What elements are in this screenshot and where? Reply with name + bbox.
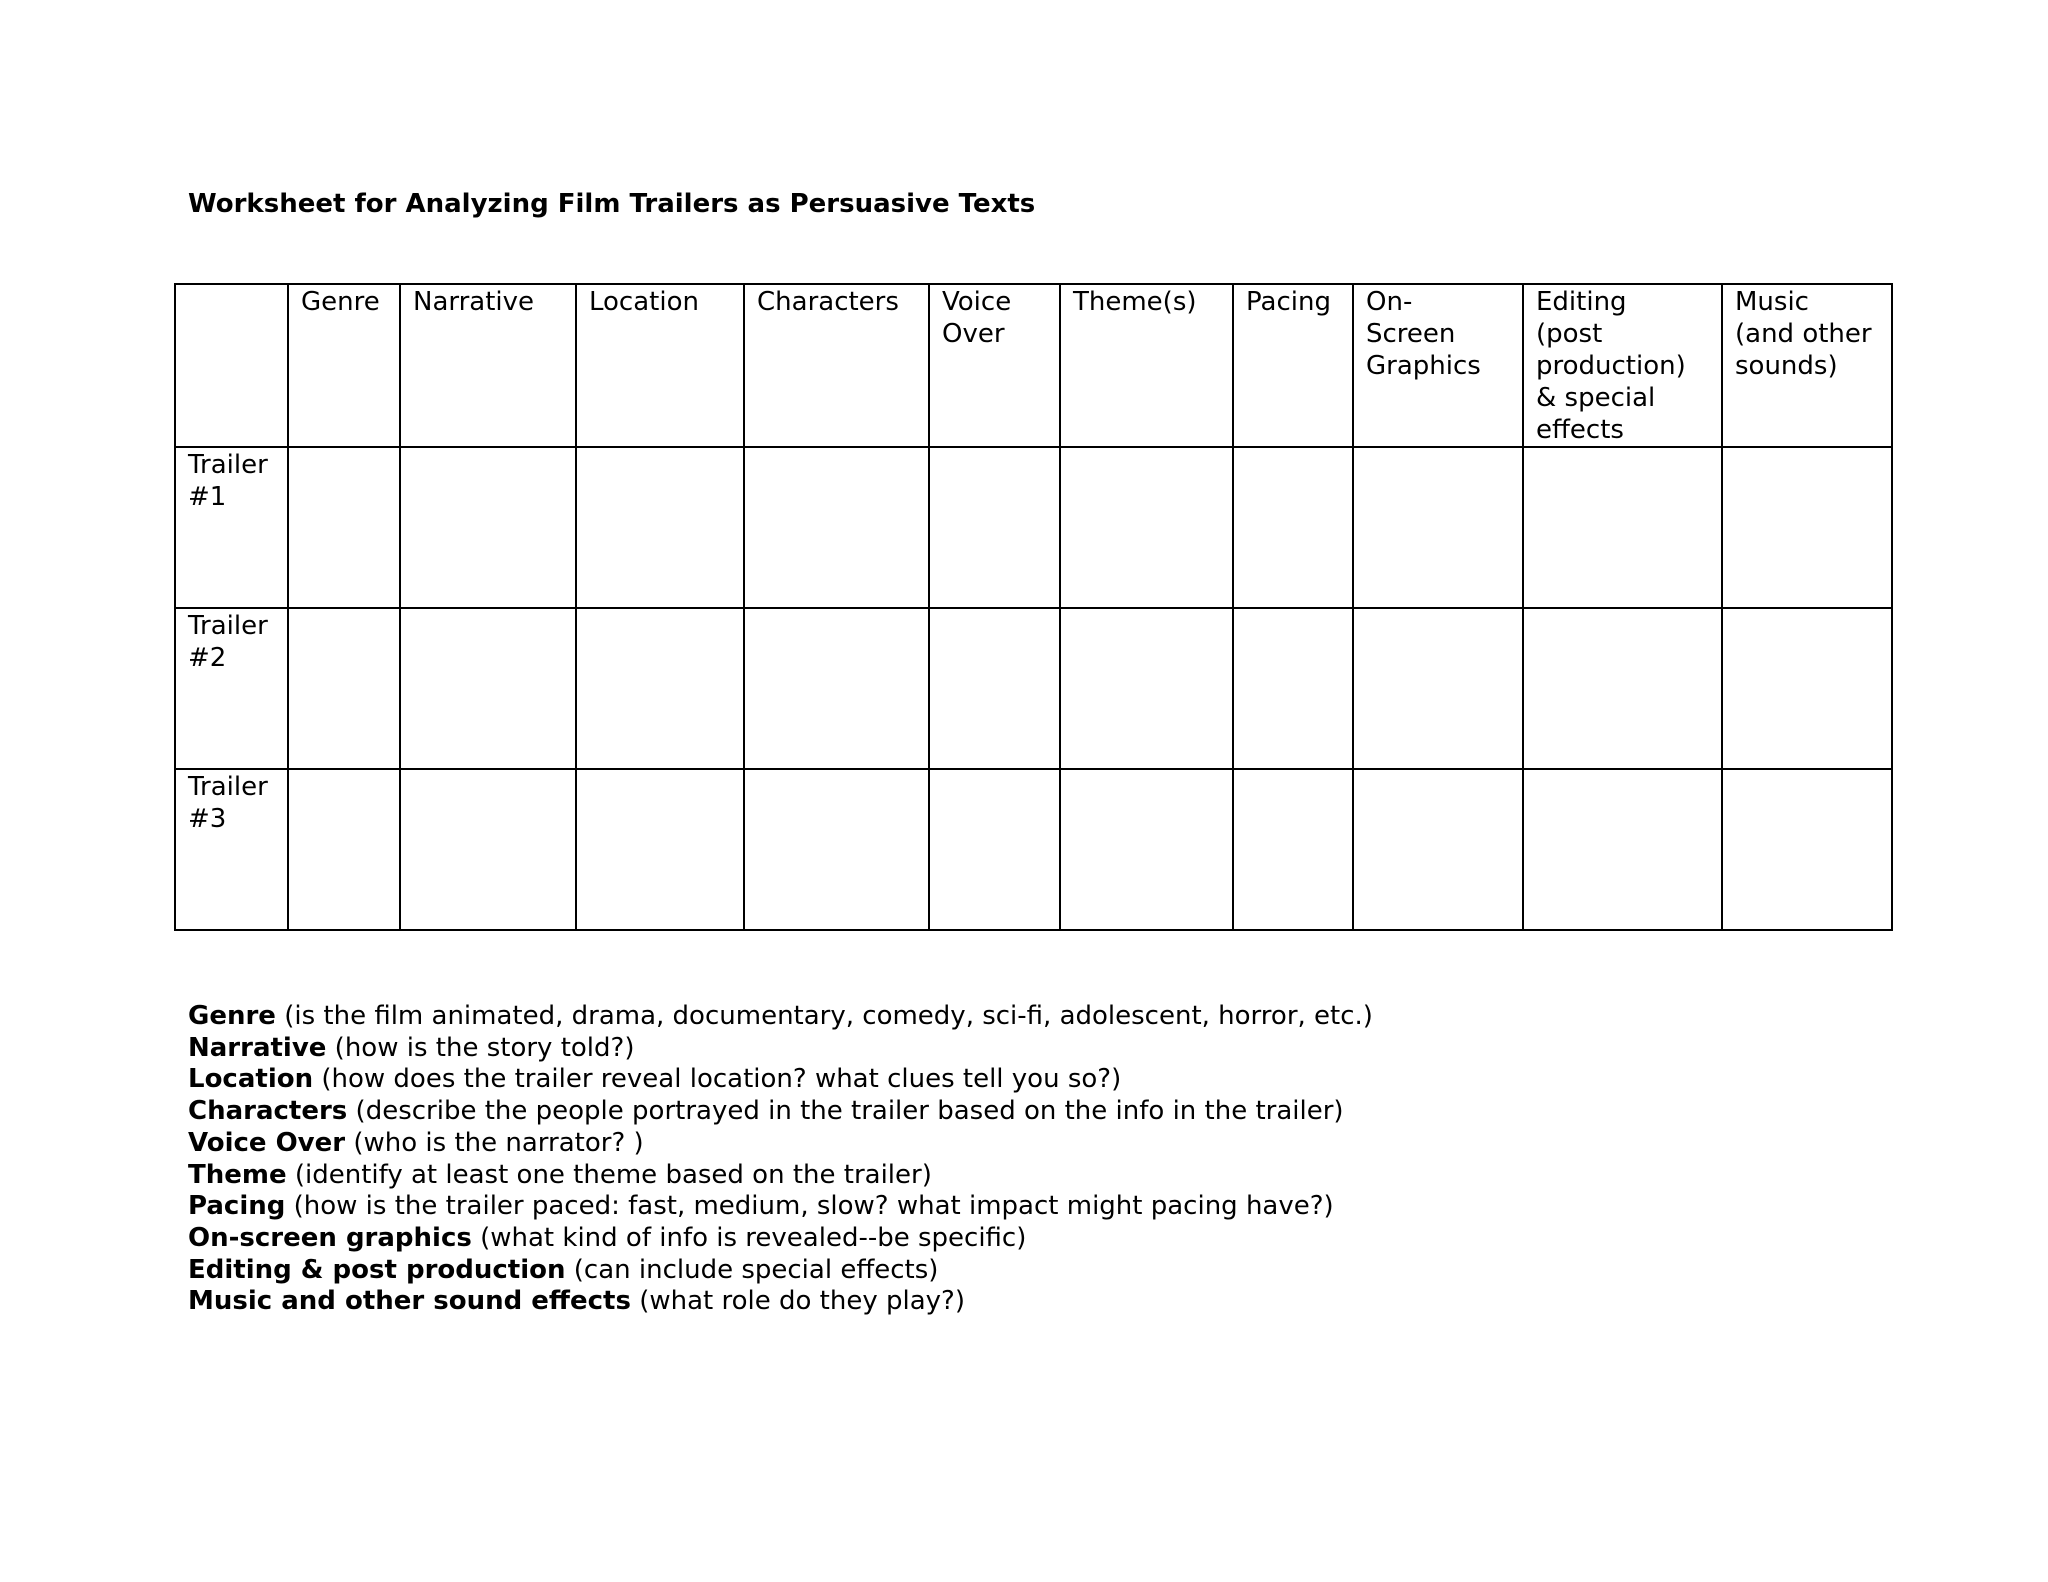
answer-cell[interactable] — [576, 447, 744, 608]
legend-description: (what role do they play?) — [630, 1286, 965, 1317]
answer-cell[interactable] — [744, 769, 929, 930]
table-row — [175, 447, 1892, 608]
answer-cell[interactable] — [1233, 608, 1353, 769]
column-header-music: Music (and other sounds) — [1722, 284, 1892, 447]
column-header-characters: Characters — [744, 284, 929, 447]
legend-item-voice-over — [188, 1128, 1373, 1160]
legend-term: Genre — [188, 1001, 276, 1031]
column-header-location: Location — [576, 284, 744, 447]
legend-term: Music and other sound effects — [188, 1286, 631, 1317]
table-row — [175, 769, 1892, 930]
legend-description: (how is the trailer paced: fast, medium, slow? what impact might pacing have?) — [285, 1191, 1334, 1222]
legend-term: Characters — [188, 1096, 348, 1127]
legend-item-music — [188, 1286, 1373, 1318]
row-label-trailer-2: Trailer #2 — [175, 608, 288, 769]
worksheet-title: Worksheet for Analyzing Film Trailers as Persuasive Texts — [188, 189, 1036, 219]
answer-cell[interactable] — [400, 769, 576, 930]
answer-cell[interactable] — [1523, 608, 1722, 769]
column-header-editing: Editing (post production) & special effects — [1523, 284, 1722, 447]
legend-item-pacing — [188, 1191, 1373, 1223]
row-label-trailer-3: Trailer #3 — [175, 769, 288, 930]
answer-cell[interactable] — [288, 769, 400, 930]
answer-cell[interactable] — [288, 447, 400, 608]
answer-cell[interactable] — [744, 608, 929, 769]
answer-cell[interactable] — [1060, 769, 1233, 930]
legend-description: (identify at least one theme based on the trailer) — [286, 1159, 932, 1190]
column-header-genre: Genre — [288, 284, 400, 447]
legend-description: (what kind of info is revealed--be specific) — [471, 1222, 1027, 1253]
column-header-pacing: Pacing — [1233, 284, 1353, 447]
legend-item-on-screen-graphics — [188, 1223, 1373, 1255]
corner-cell — [175, 284, 288, 447]
legend — [188, 1001, 1373, 1318]
answer-cell[interactable] — [1060, 608, 1233, 769]
answer-cell[interactable] — [929, 447, 1060, 608]
column-header-themes: Theme(s) — [1060, 284, 1233, 447]
legend-term: Theme — [188, 1159, 287, 1190]
legend-item-theme — [188, 1160, 1373, 1192]
answer-cell[interactable] — [929, 608, 1060, 769]
header-row — [175, 284, 1892, 447]
answer-cell[interactable] — [1060, 447, 1233, 608]
row-label-trailer-1: Trailer #1 — [175, 447, 288, 608]
legend-description: (describe the people portrayed in the trailer based on the info in the trailer) — [347, 1096, 1344, 1127]
answer-cell[interactable] — [1353, 608, 1523, 769]
legend-item-narrative — [188, 1033, 1373, 1065]
answer-cell[interactable] — [1722, 769, 1892, 930]
legend-term: Narrative — [188, 1032, 327, 1063]
column-header-narrative: Narrative — [400, 284, 576, 447]
answer-cell[interactable] — [1233, 447, 1353, 608]
legend-item-characters — [188, 1096, 1373, 1128]
answer-cell[interactable] — [1722, 447, 1892, 608]
answer-cell[interactable] — [1353, 769, 1523, 930]
answer-cell[interactable] — [576, 769, 744, 930]
legend-description: (can include special effects) — [565, 1254, 939, 1285]
column-header-voice-over: Voice Over — [929, 284, 1060, 447]
legend-term: On-screen graphics — [188, 1222, 472, 1253]
legend-description: (how does the trailer reveal location? what clues tell you so?) — [313, 1064, 1122, 1095]
answer-cell[interactable] — [1233, 769, 1353, 930]
legend-term: Location — [188, 1064, 314, 1095]
analysis-table — [174, 283, 1893, 931]
answer-cell[interactable] — [1523, 447, 1722, 608]
answer-cell[interactable] — [576, 608, 744, 769]
legend-item-genre — [188, 1001, 1373, 1033]
legend-term: Pacing — [188, 1191, 286, 1222]
answer-cell[interactable] — [1353, 447, 1523, 608]
answer-cell[interactable] — [288, 608, 400, 769]
legend-item-location — [188, 1064, 1373, 1096]
legend-description: (who is the narrator? ) — [345, 1127, 644, 1158]
column-header-on-screen-graphics: On- Screen Graphics — [1353, 284, 1523, 447]
legend-description: (how is the story told?) — [326, 1032, 635, 1063]
table-row — [175, 608, 1892, 769]
legend-term: Editing & post production — [188, 1254, 566, 1285]
legend-description: (is the film animated, drama, documentary, comedy, sci-fi, adolescent, horror, etc.) — [275, 1001, 1373, 1031]
answer-cell[interactable] — [1722, 608, 1892, 769]
answer-cell[interactable] — [400, 608, 576, 769]
answer-cell[interactable] — [929, 769, 1060, 930]
legend-term: Voice Over — [188, 1127, 346, 1158]
answer-cell[interactable] — [1523, 769, 1722, 930]
legend-item-editing — [188, 1255, 1373, 1287]
answer-cell[interactable] — [744, 447, 929, 608]
answer-cell[interactable] — [400, 447, 576, 608]
